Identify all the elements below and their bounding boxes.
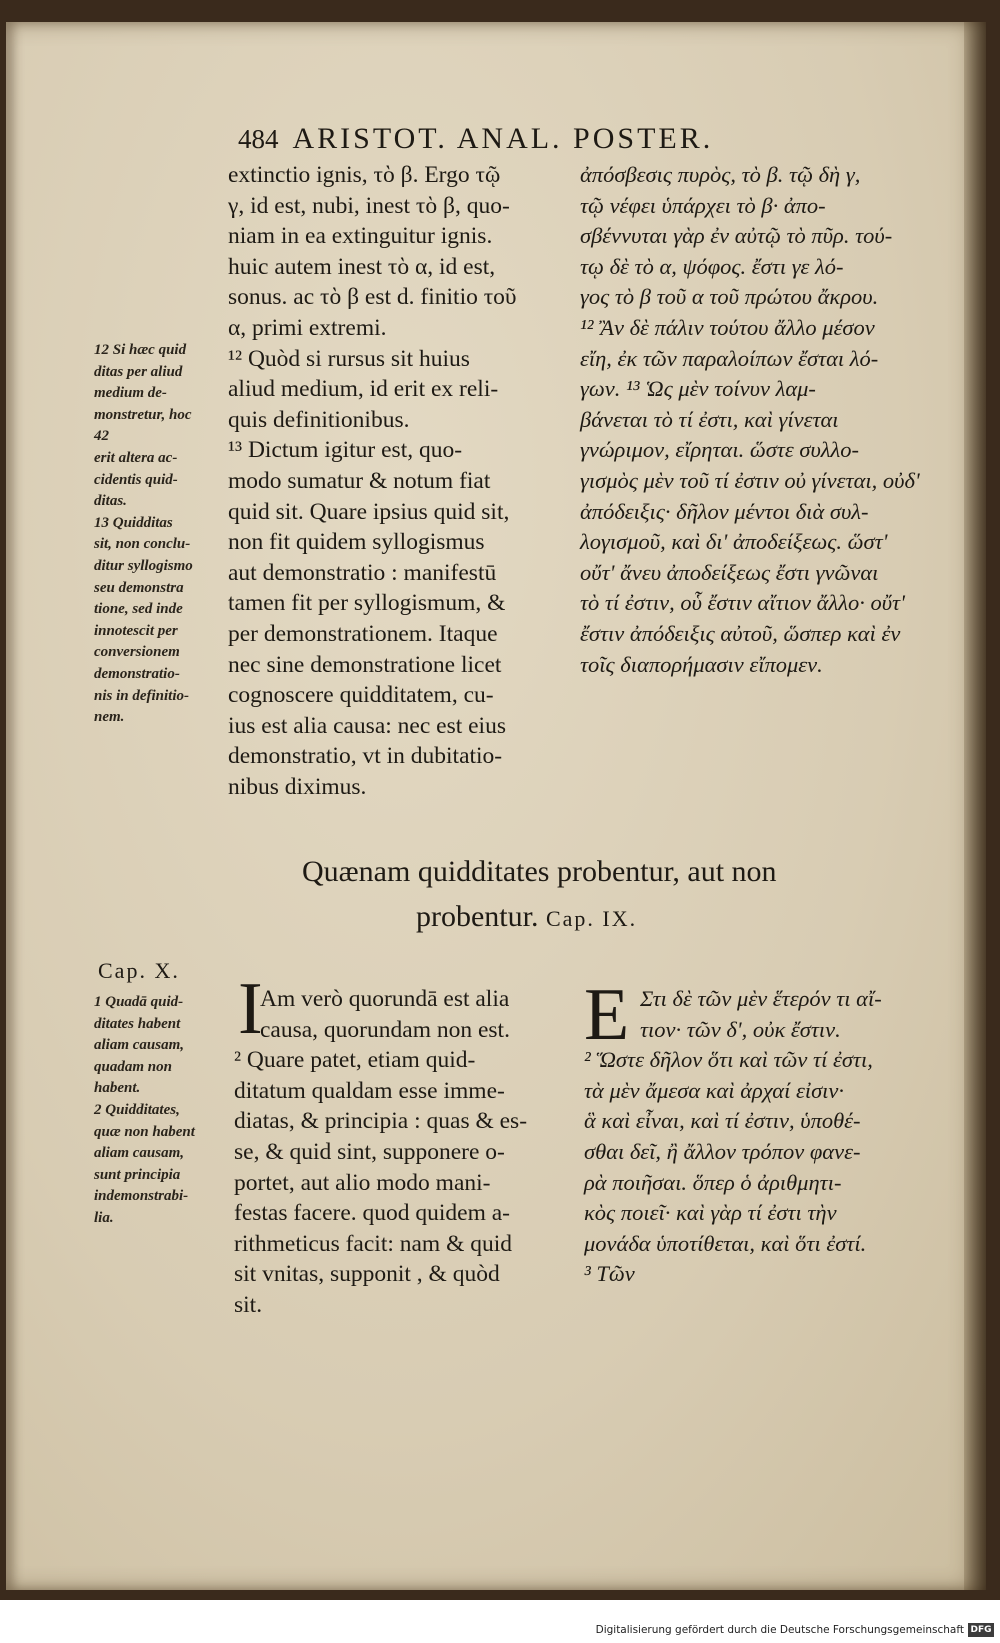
text-line: se, & quid sint, supponere o- xyxy=(234,1138,505,1165)
text-line: ³ Τῶν xyxy=(584,1261,635,1287)
text-line: nibus diximus. xyxy=(228,773,367,800)
text-line: α, primi extremi. xyxy=(228,314,387,341)
text-line: ¹³ Dictum igitur est, quo- xyxy=(228,437,463,464)
text-line: ἔστιν ἀπόδειξις αὐτοῦ, ὥσπερ καὶ ἐν xyxy=(580,620,901,646)
text-line: τὸ τί ἐστιν, οὗ ἔστιν αἴτιον ἄλλο· οὔτ' xyxy=(580,590,905,616)
text-line: ius est alia causa: nec est eius xyxy=(228,712,506,739)
text-line: huic autem inest τὸ α, id est, xyxy=(228,253,496,280)
text-line: οὔτ' ἄνευ ἀποδείξεως ἔστι γνῶναι xyxy=(580,559,879,585)
page-binding-shadow xyxy=(964,22,986,1590)
text-line: τῷ νέφει ὑπάρχει τὸ β· ἀπο- xyxy=(580,192,826,218)
text-line: ditur syllogismo xyxy=(94,557,193,574)
chapter-title-line2 xyxy=(416,900,637,934)
text-line: nec sine demonstratione licet xyxy=(228,651,502,678)
text-line: quadam non xyxy=(94,1058,172,1075)
cap-x-label: Cap. X. xyxy=(98,958,180,983)
text-line: demonstratio, vt in dubitatio- xyxy=(228,743,503,770)
running-title: ARISTOT. ANAL. POSTER. xyxy=(292,122,714,155)
text-line: cognoscere quidditatem, cu- xyxy=(228,682,494,709)
text-line: 2 Quidditates, xyxy=(94,1101,180,1118)
text-line: conversionem xyxy=(94,644,180,661)
text-line: tione, sed inde xyxy=(94,601,183,618)
text-line: lia. xyxy=(94,1209,114,1226)
text-line: τῳ δὲ τὸ α, ψόφος. ἔστι γε λό- xyxy=(580,253,844,279)
text-line: ditatum qualdam esse imme- xyxy=(234,1077,505,1104)
text-line: ἃ καὶ εἶναι, καὶ τί ἐστιν, ὑποθέ- xyxy=(584,1108,861,1134)
text-line: ἀπόδειξις· δῆλον μέντοι διὰ συλ- xyxy=(580,498,869,524)
latin-dropcap: I xyxy=(238,968,263,1050)
text-line: sit vnitas, supponit , & quòd xyxy=(234,1261,500,1288)
text-line: Am verò quorundā est alia xyxy=(260,986,510,1012)
text-line: Στι δὲ τῶν μὲν ἕτερόν τι αἴ- xyxy=(640,986,882,1011)
text-line: monstretur, hoc xyxy=(94,406,192,423)
text-line: modo sumatur & notum fiat xyxy=(228,467,491,494)
text-line: seu demonstra xyxy=(94,579,184,596)
margin-notes-section1 xyxy=(94,340,193,729)
dfg-logo: DFG xyxy=(968,1623,994,1637)
text-line: σβέννυται γὰρ ἐν αὐτῷ τὸ πῦρ. τού- xyxy=(580,223,893,249)
text-line: rithmeticus facit: nam & quid xyxy=(234,1230,513,1257)
text-line: causa, quorundam non est. xyxy=(260,1016,510,1043)
text-line: γισμὸς μὲν τοῦ τί ἐστιν οὐ γίνεται, οὐδ' xyxy=(580,467,920,493)
footer-credit: Digitalisierung gefördert durch die Deutsche Forschungsgemeinschaft xyxy=(595,1624,964,1636)
text-line: τοῖς διαπορήμασιν εἴπομεν. xyxy=(580,651,823,677)
greek-column-section2 xyxy=(584,984,882,1290)
greek-column-section1 xyxy=(580,160,920,680)
page-number: 484 xyxy=(238,124,279,154)
text-line: diatas, & principia : quas & es- xyxy=(234,1108,528,1135)
margin-notes-section2 xyxy=(94,992,195,1230)
text-line: σθαι δεῖ, ἢ ἄλλον τρόπον φανε- xyxy=(584,1138,861,1164)
text-line: aliam causam, xyxy=(94,1037,185,1054)
text-line: aliud medium, id erit ex reli- xyxy=(228,376,499,403)
text-line: demonstratio- xyxy=(94,665,180,682)
text-line: quid sit. Quare ipsius quid sit, xyxy=(228,498,510,525)
text-line: sit. xyxy=(234,1291,263,1318)
text-line: sonus. ac τὸ β est d. finitio τοῦ xyxy=(228,284,517,311)
text-line: ditates habent xyxy=(94,1015,181,1032)
text-line: niam in ea extinguitur ignis. xyxy=(228,223,493,250)
text-line: ditas. xyxy=(94,493,127,510)
text-line: γος τὸ β τοῦ α τοῦ πρώτου ἄκρου. xyxy=(580,284,879,310)
text-line: λογισμοῦ, καὶ δι' ἀποδείξεως. ὥστ' xyxy=(580,529,888,555)
text-line: ρὰ ποιῆσαι. ὅπερ ὁ ἀριθμητι- xyxy=(584,1169,842,1195)
text-line: εἴη, ἐκ τῶν παραλοίπων ἔσται λό- xyxy=(580,345,879,371)
text-line: sunt principia xyxy=(94,1166,181,1183)
text-line: γ, id est, nubi, inest τὸ β, quo- xyxy=(228,192,510,219)
text-line: 13 Quidditas xyxy=(94,514,173,531)
text-line: ¹² Quòd si rursus sit huius xyxy=(228,345,470,372)
text-line: erit altera ac- xyxy=(94,449,178,466)
text-line: 1 Quadā quid- xyxy=(94,994,184,1010)
text-line: sit, non conclu- xyxy=(94,536,191,553)
text-line: nis in definitio- xyxy=(94,687,190,704)
text-line: non fit quidem syllogismus xyxy=(228,529,485,556)
chapter-number: Cap. IX. xyxy=(545,906,638,931)
running-header xyxy=(238,122,878,156)
chapter-title-line1: Quænam quidditates probentur, aut non xyxy=(302,855,777,888)
text-line: βάνεται τὸ τί ἐστι, καὶ γίνεται xyxy=(580,406,839,432)
book-page xyxy=(6,22,986,1590)
text-line: τιον· τῶν δ', οὐκ ἔστιν. xyxy=(640,1016,841,1042)
text-line: τὰ μὲν ἄμεσα καὶ ἀρχαί εἰσιν· xyxy=(584,1077,845,1103)
text-line: quis definitionibus. xyxy=(228,406,410,433)
text-line: innotescit per xyxy=(94,622,178,639)
text-line: festas facere. quod quidem a- xyxy=(234,1200,510,1227)
text-line: γων. ¹³ Ὡς μὲν τοίνυν λαμ- xyxy=(580,376,816,402)
text-line: extinctio ignis, τὸ β. Ergo τῷ xyxy=(228,162,501,188)
footer-bar xyxy=(0,1600,1000,1643)
text-line: indemonstrabi- xyxy=(94,1188,189,1205)
text-line: ² Quare patet, etiam quid- xyxy=(234,1047,476,1074)
text-line: medium de- xyxy=(94,385,167,402)
text-line: nem. xyxy=(94,709,125,726)
text-line: μονάδα ὑποτίθεται, καὶ ὅτι ἐστί. xyxy=(584,1230,867,1256)
text-line: per demonstrationem. Itaque xyxy=(228,620,498,647)
text-line: cidentis quid- xyxy=(94,471,178,488)
latin-column-section1 xyxy=(228,160,517,802)
latin-column-section2 xyxy=(234,984,527,1321)
text-line: κὸς ποιεῖ· καὶ γὰρ τί ἐστι τὴν xyxy=(584,1200,837,1226)
text-line: 42 xyxy=(94,428,109,445)
text-line: ditas per aliud xyxy=(94,363,183,380)
text-line: quæ non habent xyxy=(94,1123,195,1140)
greek-dropcap: E xyxy=(584,974,630,1056)
text-line: ¹² Ἂν δὲ πάλιν τούτου ἄλλο μέσον xyxy=(580,314,875,340)
text-line: habent. xyxy=(94,1080,141,1097)
text-line: aut demonstratio : manifestū xyxy=(228,559,497,586)
chapter-title-text: probentur. xyxy=(416,900,539,933)
text-line: ² Ὥστε δῆλον ὅτι καὶ τῶν τί ἐστι, xyxy=(584,1047,873,1073)
text-line: γνώριμον, εἴρηται. ὥστε συλλο- xyxy=(580,437,860,463)
text-line: 12 Si hæc quid xyxy=(94,342,187,358)
text-line: ἀπόσβεσις πυρὸς, τὸ β. τῷ δὴ γ, xyxy=(580,162,861,187)
text-line: tamen fit per syllogismum, & xyxy=(228,590,506,617)
text-line: portet, aut alio modo mani- xyxy=(234,1169,491,1196)
text-line: aliam causam, xyxy=(94,1145,185,1162)
